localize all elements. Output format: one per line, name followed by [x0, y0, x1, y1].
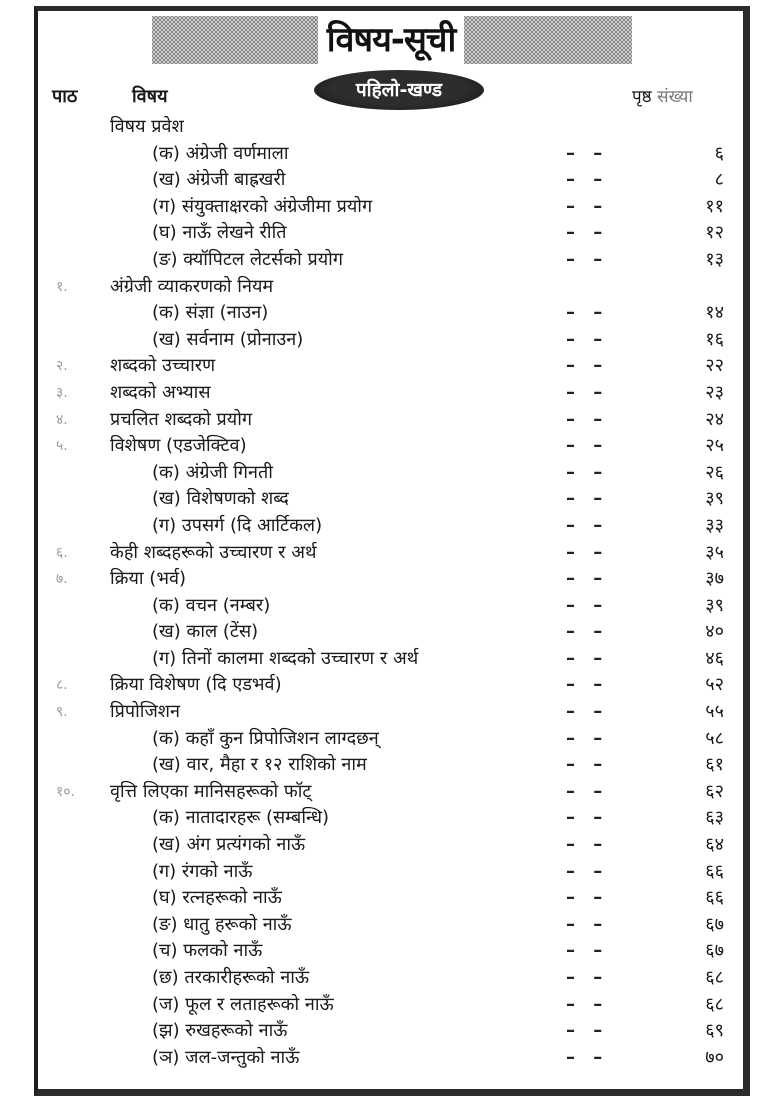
lesson-number: ९. [56, 704, 68, 721]
toc-entry[interactable] [0, 566, 780, 593]
leader-dashes: – – [566, 328, 609, 350]
page-number: ६९ [705, 1020, 724, 1042]
entry-title: (ङ) क्यॉपिटल लेटर्सको प्रयोग [152, 248, 343, 270]
leader-dashes: – – [566, 142, 609, 164]
lesson-number: २. [56, 358, 68, 375]
entry-title: (क) संज्ञा (नाउन) [152, 302, 269, 324]
entry-title: (झ) रुखहरूको नाऊँ [152, 1020, 288, 1042]
toc-section-heading[interactable] [0, 114, 780, 141]
entry-title: (ज) फूल र लताहरूको नाऊँ [152, 993, 334, 1015]
page-number: १३ [705, 248, 724, 270]
page-number: १४ [705, 302, 724, 324]
entry-title: (च) फलको नाऊँ [152, 940, 263, 962]
entry-title: (ङ) धातु हरूको नाऊँ [152, 913, 292, 935]
leader-dashes: – – [566, 967, 609, 988]
lesson-number: १०. [56, 783, 76, 800]
toc-entry[interactable] [0, 965, 780, 992]
table-of-contents [0, 114, 780, 1071]
toc-entry[interactable] [0, 672, 780, 699]
toc-entry[interactable] [0, 699, 780, 726]
entry-title: विषय प्रवेश [110, 116, 184, 137]
page-number: ६७ [705, 940, 724, 962]
page-title: विषय-सूची [318, 14, 464, 66]
entry-title: वृत्ति लिएका मानिसहरूको फॉट् [110, 780, 312, 802]
leader-dashes: – – [566, 1046, 609, 1068]
page-number: ४० [705, 621, 724, 643]
leader-dashes: – – [566, 647, 609, 669]
toc-entry[interactable] [0, 832, 780, 859]
entry-title: (ञ) जल-जन्तुको नाऊँ [152, 1046, 300, 1068]
page-number: २४ [705, 408, 724, 430]
leader-dashes: – – [566, 594, 609, 616]
entry-title: (ख) विशेषणको शब्द [152, 488, 289, 510]
entry-title: (ग) तिनों कालमा शब्दको उच्चारण र अर्थ [152, 647, 419, 669]
entry-title: अंग्रेजी व्याकरणको नियम [110, 275, 274, 297]
page-number: ५५ [705, 701, 724, 723]
toc-entry[interactable] [0, 327, 780, 354]
page-number: ४६ [705, 647, 724, 669]
entry-title: (घ) रत्नहरूको नाऊँ [152, 887, 282, 909]
toc-entry[interactable] [0, 752, 780, 779]
entry-title: (क) वचन (नम्बर) [152, 594, 271, 616]
toc-entry[interactable] [0, 992, 780, 1019]
page-number: ५८ [705, 727, 724, 749]
toc-entry[interactable] [0, 220, 780, 247]
section-badge: पहिलो-खण्ड [314, 70, 484, 110]
leader-dashes: – – [566, 754, 609, 776]
entry-title: (छ) तरकारीहरूको नाऊँ [152, 967, 310, 988]
leader-dashes: – – [566, 727, 609, 749]
toc-entry[interactable] [0, 593, 780, 620]
toc-entry[interactable] [0, 859, 780, 886]
lesson-number: १. [56, 278, 68, 295]
leader-dashes: – – [566, 1020, 609, 1042]
toc-entry[interactable] [0, 912, 780, 939]
leader-dashes: – – [566, 887, 609, 909]
toc-entry[interactable] [0, 540, 780, 567]
lesson-number: ३. [56, 384, 68, 401]
column-header-page-faint: संख्या [657, 87, 693, 107]
entry-title: (ग) उपसर्ग (दि आर्टिकल) [152, 514, 323, 536]
leader-dashes: – – [566, 940, 609, 962]
entry-title: (ख) अंग प्रत्यंगको नाऊँ [152, 834, 306, 856]
toc-entry[interactable] [0, 619, 780, 646]
entry-title: प्रचलित शब्दको प्रयोग [110, 408, 252, 430]
leader-dashes: – – [566, 195, 609, 217]
entry-title: (क) अंग्रेजी वर्णमाला [152, 142, 289, 164]
page-number: ३७ [705, 568, 724, 590]
page-number: ३९ [705, 488, 724, 510]
entry-title: केही शब्दहरूको उच्चारण र अर्थ [110, 541, 317, 563]
toc-section-heading[interactable] [0, 274, 780, 301]
page-number: ६ [714, 142, 724, 164]
page-number: ६७ [705, 913, 724, 935]
toc-entry[interactable] [0, 885, 780, 912]
page-number: २६ [705, 461, 724, 483]
toc-entry[interactable] [0, 486, 780, 513]
toc-entry[interactable] [0, 1018, 780, 1045]
leader-dashes: – – [566, 860, 609, 882]
entry-title: प्रिपोजिशन [110, 701, 181, 723]
leader-dashes: – – [566, 834, 609, 856]
leader-dashes: – – [566, 780, 609, 802]
entry-title: (क) नातादारहरू (सम्बन्धि) [152, 807, 330, 829]
leader-dashes: – – [566, 993, 609, 1015]
leader-dashes: – – [566, 435, 609, 457]
toc-entry[interactable] [0, 1045, 780, 1072]
page-number: १६ [705, 328, 724, 350]
toc-entry[interactable] [0, 407, 780, 434]
leader-dashes: – – [566, 302, 609, 324]
leader-dashes: – – [566, 621, 609, 643]
lesson-number: ४. [56, 411, 68, 428]
page-number: ११ [705, 195, 724, 217]
page-number: ८ [714, 169, 724, 191]
leader-dashes: – – [566, 461, 609, 483]
toc-entry[interactable] [0, 646, 780, 673]
leader-dashes: – – [566, 248, 609, 270]
page-number: ६८ [705, 993, 724, 1015]
entry-title: (क) कहाँ कुन प्रिपोजिशन लाग्दछन् [152, 727, 379, 749]
toc-entry[interactable] [0, 141, 780, 168]
toc-entry[interactable] [0, 460, 780, 487]
leader-dashes: – – [566, 488, 609, 510]
entry-title: क्रिया विशेषण (दि एडभर्व) [110, 674, 282, 696]
column-header-page-strong: पृष्ठ [632, 87, 652, 107]
entry-title: विशेषण (एडजेक्टिव) [110, 435, 247, 457]
entry-title: (ख) वार, मैहा र १२ राशिको नाम [152, 754, 367, 776]
page-number: १२ [705, 222, 724, 244]
leader-dashes: – – [566, 541, 609, 563]
leader-dashes: – – [566, 913, 609, 935]
entry-title: (क) अंग्रेजी गिनती [152, 461, 273, 483]
toc-entry[interactable] [0, 726, 780, 753]
page-number: ६४ [705, 834, 724, 856]
leader-dashes: – – [566, 222, 609, 244]
entry-title: (ग) रंगको नाऊँ [152, 860, 253, 882]
leader-dashes: – – [566, 568, 609, 590]
page-number: ६६ [705, 887, 724, 909]
page-number: ३५ [705, 541, 724, 563]
lesson-number: ५. [56, 438, 68, 455]
leader-dashes: – – [566, 701, 609, 723]
lesson-number: ७. [56, 571, 68, 588]
toc-entry[interactable] [0, 300, 780, 327]
toc-entry[interactable] [0, 247, 780, 274]
page-number: ६३ [705, 807, 724, 829]
page-number: ७० [705, 1046, 724, 1068]
page-number: २२ [705, 355, 724, 377]
toc-entry[interactable] [0, 380, 780, 407]
column-header-subject: विषय [132, 86, 168, 107]
entry-title: (घ) नाऊँ लेखने रीति [152, 222, 287, 244]
entry-title: (ख) अंग्रेजी बाह्रखरी [152, 169, 286, 191]
leader-dashes: – – [566, 408, 609, 430]
page-number: २५ [705, 435, 724, 457]
page-number: ६८ [705, 967, 724, 988]
leader-dashes: – – [566, 514, 609, 536]
lesson-number: ८. [56, 677, 68, 694]
toc-entry[interactable] [0, 194, 780, 221]
column-header-page-number [632, 84, 693, 107]
page-number: ६२ [705, 780, 724, 802]
page-number: ३३ [705, 514, 724, 536]
entry-title: (ख) सर्वनाम (प्रोनाउन) [152, 328, 304, 350]
toc-entry[interactable] [0, 353, 780, 380]
page-number: ३९ [705, 594, 724, 616]
column-header-lesson: पाठ [52, 86, 78, 107]
page-number: २३ [705, 381, 724, 403]
leader-dashes: – – [566, 807, 609, 829]
toc-entry[interactable] [0, 805, 780, 832]
toc-entry[interactable] [0, 779, 780, 806]
entry-title: (ख) काल (टेंस) [152, 621, 259, 643]
leader-dashes: – – [566, 169, 609, 191]
toc-entry[interactable] [0, 433, 780, 460]
leader-dashes: – – [566, 674, 609, 696]
page-number: ५२ [705, 674, 724, 696]
leader-dashes: – – [566, 355, 609, 377]
entry-title: शब्दको अभ्यास [110, 381, 211, 403]
toc-entry[interactable] [0, 513, 780, 540]
page-number: ६१ [705, 754, 724, 776]
entry-title: शब्दको उच्चारण [110, 355, 216, 377]
entry-title: (ग) संयुक्ताक्षरको अंग्रेजीमा प्रयोग [152, 195, 373, 217]
lesson-number: ६. [56, 544, 68, 561]
page-number: ६६ [705, 860, 724, 882]
leader-dashes: – – [566, 381, 609, 403]
toc-entry[interactable] [0, 167, 780, 194]
toc-entry[interactable] [0, 938, 780, 965]
entry-title: क्रिया (भर्व) [110, 568, 187, 590]
